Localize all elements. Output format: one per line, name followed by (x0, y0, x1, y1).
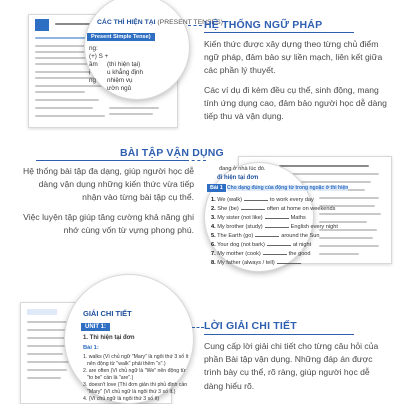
section-grammar-system (0, 0, 400, 130)
solution-answer: nên động từ "walk" phải thêm "s".) (87, 361, 166, 367)
exercise-item: 4. My brother (study) English every night (211, 224, 338, 230)
section-description (204, 340, 390, 399)
section-detailed-solutions (0, 272, 400, 400)
exercise-label: Bài 1 (210, 185, 223, 191)
description-paragraph: Cung cấp lời giải chi tiết cho từng câu hỏi của phần Bài tập vận dụng. Những đáp án được trình bày cụ thể, rõ ràng, giúp người học dễ dàng hiểu rõ. (204, 341, 379, 391)
solution-answer: 1. walks (Vì chủ ngữ "Mary" là ngôi thứ 3 số ít (83, 354, 189, 360)
grammar-magnifier (84, 0, 223, 100)
exercise-magnifier (204, 162, 349, 272)
grammar-line: ườn ngủ (107, 85, 132, 92)
grammar-line: ầm (89, 61, 98, 68)
grammar-line: (thì hiện tại) (107, 61, 141, 68)
grammar-line: ng (89, 77, 97, 84)
solution-answer: 4. (Vì chủ ngữ là ngôi thứ 3 số ít) (83, 396, 160, 402)
grammar-line: ng: (89, 45, 98, 52)
section-heading: HỆ THỐNG NGỮ PHÁP (204, 19, 323, 31)
solution-unit-title: 1. Thì hiện tại đơn (83, 335, 135, 341)
section-heading: BÀI TẬP VẬN DỤNG (120, 147, 224, 159)
solution-unit: UNIT 1: (85, 324, 106, 330)
exercise-top-line: đang ở nhà lúc đó. (219, 166, 266, 172)
exercise-item: 8. My father (always / tell) (211, 258, 303, 266)
exercise-instruction: Cho dạng đúng của động từ trong ngoặc ở thì hiện (227, 185, 349, 191)
solution-magnifier (64, 274, 194, 404)
solution-exercise-label: Bài 1: (83, 345, 99, 351)
heading-underline (36, 160, 186, 161)
grammar-lesson-suffix: (PRESENT TENSES) (157, 19, 223, 26)
exercise-item: 3. My sister (not like) Maths (211, 215, 306, 221)
grammar-line: u khẳng định (107, 69, 144, 76)
grammar-lesson-title: CÁC THÌ HIỆN TẠI (97, 19, 156, 26)
connector-line (186, 160, 206, 161)
connector-line (188, 25, 202, 26)
section-practice-exercises (0, 140, 400, 268)
exercise-item: 6. Your dog (not bark) at night (211, 242, 312, 248)
exercise-item: 7. My mother (cook) the good (211, 251, 311, 257)
heading-underline (204, 334, 354, 335)
solution-title: GIẢI CHI TIẾT (83, 309, 132, 318)
grammar-line: (+) S + (89, 53, 109, 60)
solution-answer: "to be" cần là "are".) (87, 375, 134, 381)
solution-answer: 2. are often (Vì chủ ngữ là "We" nên động từ (83, 368, 186, 374)
exercise-item: 2. She (be) often at home on weekends (211, 206, 336, 212)
connector-line (192, 327, 204, 328)
description-paragraph: Kiến thức được xây dựng theo từng chủ điểm ngữ pháp, đảm bảo sự liền mạch, liên kết giữa các phần lý thuyết. (204, 39, 383, 76)
exercise-topic-heading: đi hiện tại đơn (217, 175, 259, 181)
section-description (204, 38, 390, 129)
description-paragraph: Các ví dụ đi kèm đều cụ thể, sinh động, mang tính ứng dụng cao, đảm bảo người học dễ dàng tiếp thu và vận dụng. (204, 84, 387, 122)
section-heading: LỜI GIẢI CHI TIẾT (204, 320, 297, 332)
solution-answer: "Mary" (Vì chủ ngữ là ngôi thứ 3 số ít.) (87, 389, 176, 395)
exercise-item: 5. The Earth (go) around the Sun (211, 233, 320, 239)
grammar-line: ị (89, 69, 91, 76)
grammar-line: nhiệm vụ (107, 77, 133, 84)
description-paragraph: Hệ thống bài tập đa dạng, giúp người học dễ dàng vận dụng những kiến thức vừa tiếp nhận vào từng bài tập cụ thể. (23, 166, 194, 203)
exercise-item: 1. We (walk) to work every day (211, 197, 314, 203)
heading-underline (204, 32, 354, 33)
grammar-subtitle: Present Simple Tense) (91, 34, 151, 40)
section-description (20, 165, 194, 243)
description-paragraph: Việc luyện tập giúp tăng cường khả năng ghi nhớ cùng vốn từ vựng phong phú. (23, 211, 194, 235)
solution-answer: 3. doesn't love (Thì đơn giản thì phủ định cần (83, 382, 188, 388)
